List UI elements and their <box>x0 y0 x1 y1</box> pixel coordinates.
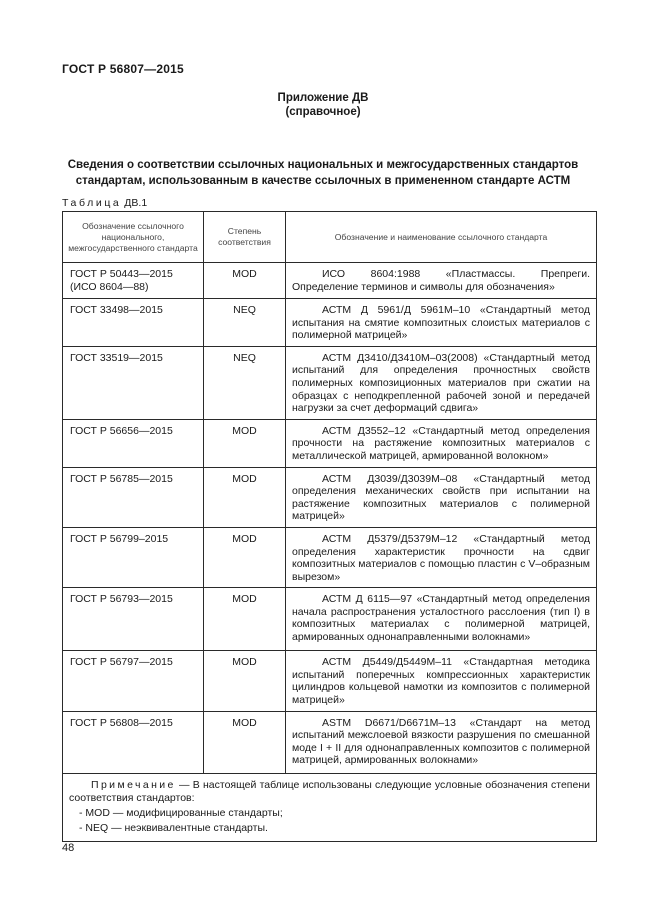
table-row <box>63 711 597 773</box>
row-reference-standard: АСТМ Д5449/Д5449М–11 «Стандартная методика испытаний поперечных компрессионных характеристик цилиндров кольцевой намотки из композитов с полимерной матрицей» <box>286 651 597 711</box>
page-number: 48 <box>62 842 75 854</box>
table-caption-number: ДВ.1 <box>124 197 148 209</box>
appendix-subtitle: (справочное) <box>285 106 361 118</box>
document-code: ГОСТ Р 56807—2015 <box>62 62 184 76</box>
row-national-standard: ГОСТ Р 56799–2015 <box>63 527 204 587</box>
table-row <box>63 527 597 587</box>
header-reference-standard: Обозначение и наименование ссылочного стандарта <box>286 212 597 263</box>
header-degree: Степень соответствия <box>204 212 286 263</box>
row-degree: NEQ <box>204 299 286 347</box>
row-national-standard: ГОСТ Р 56808—2015 <box>63 711 204 773</box>
row-degree: MOD <box>204 263 286 299</box>
table-header-row <box>63 212 597 263</box>
row-reference-standard: АСТМ Д5379/Д5379М–12 «Стандартный метод определения характеристик прочности на сдвиг композитных материалов с помощью пластин с V–образным вырезом» <box>286 527 597 587</box>
row-national-standard: ГОСТ Р 50443—2015 (ИСО 8604—88) <box>63 263 204 299</box>
table-row <box>63 467 597 527</box>
row-degree: MOD <box>204 711 286 773</box>
section-heading-line-2: стандартам, использованным в качестве ссылочных в примененном стандарте АСТМ <box>75 175 571 187</box>
table-caption-word: Таблица <box>62 197 122 209</box>
table-row <box>63 588 597 651</box>
row-degree: MOD <box>204 588 286 651</box>
note-text: — В настоящей таблице использованы следующие условные обозначения степени соответствия стандартов: <box>69 778 590 804</box>
row-national-standard: ГОСТ 33498—2015 <box>63 299 204 347</box>
row-degree: NEQ <box>204 346 286 419</box>
table-row <box>63 651 597 711</box>
note-item-neq: - NEQ — неэквивалентные стандарты. <box>79 821 268 834</box>
row-reference-standard: АСТМ Д3039/Д3039М–08 «Стандартный метод определения механических свойств при испытании на растяжение композитных материалов с полимерной матрицей» <box>286 467 597 527</box>
row-degree: MOD <box>204 419 286 467</box>
row-reference-standard: АСТМ Д 5961/Д 5961М–10 «Стандартный метод испытания на смятие композитных слоистых материалов с полимерной матрицей» <box>286 299 597 347</box>
section-heading <box>62 157 584 189</box>
row-degree: MOD <box>204 467 286 527</box>
standards-table <box>62 211 597 842</box>
header-national-standard: Обозначение ссылочного национального, межгосударственного стандарта <box>63 212 204 263</box>
table-row <box>63 419 597 467</box>
section-heading-line-1: Сведения о соответствии ссылочных национальных и межгосударственных стандартов <box>67 159 579 171</box>
appendix-heading <box>0 91 646 119</box>
row-degree: MOD <box>204 651 286 711</box>
row-national-standard: ГОСТ Р 56656—2015 <box>63 419 204 467</box>
table-caption <box>62 197 147 209</box>
row-national-standard: ГОСТ 33519—2015 <box>63 346 204 419</box>
table-row <box>63 263 597 299</box>
row-reference-standard: АСТМ Д 6115—97 «Стандартный метод определения начала распространения усталостного расслоения (тип I) в композитных материалах с полимерной матрицей, армированных однонаправленными волокнами» <box>286 588 597 651</box>
note-item-mod: - MOD — модифицированные стандарты; <box>79 806 283 819</box>
row-national-standard: ГОСТ Р 56785—2015 <box>63 467 204 527</box>
row-reference-standard: АСТМ Д3552–12 «Стандартный метод определения прочности на растяжение композитных материалов с металлической матрицей, армированной волокном» <box>286 419 597 467</box>
table-row <box>63 346 597 419</box>
row-national-standard: ГОСТ Р 56793—2015 <box>63 588 204 651</box>
row-reference-standard: ИСО 8604:1988 «Пластмассы. Препреги. Определение терминов и символы для обозначения» <box>286 263 597 299</box>
table-note-row <box>63 773 597 841</box>
row-reference-standard: АСТМ Д3410/Д3410М–03(2008) «Стандартный метод испытаний для определения прочностных свойств полимерных композиционных материалов при сжатии на образцах с неподкрепленной рабочей зоной и передачей нагрузки за счет деформаций сдвига» <box>286 346 597 419</box>
appendix-title: Приложение ДВ <box>277 92 369 104</box>
row-reference-standard: ASTM D6671/D6671M–13 «Стандарт на метод испытаний межслоевой вязкости разрушения по смешанной моде I + II для однонаправленных композитов с полимерной матрицей, армированных волокнами» <box>286 711 597 773</box>
table-body <box>63 263 597 774</box>
table-note <box>63 773 597 841</box>
row-degree: MOD <box>204 527 286 587</box>
row-national-standard: ГОСТ Р 56797—2015 <box>63 651 204 711</box>
note-label: Примечание <box>91 778 176 791</box>
table-row <box>63 299 597 347</box>
note-intro <box>69 779 590 805</box>
